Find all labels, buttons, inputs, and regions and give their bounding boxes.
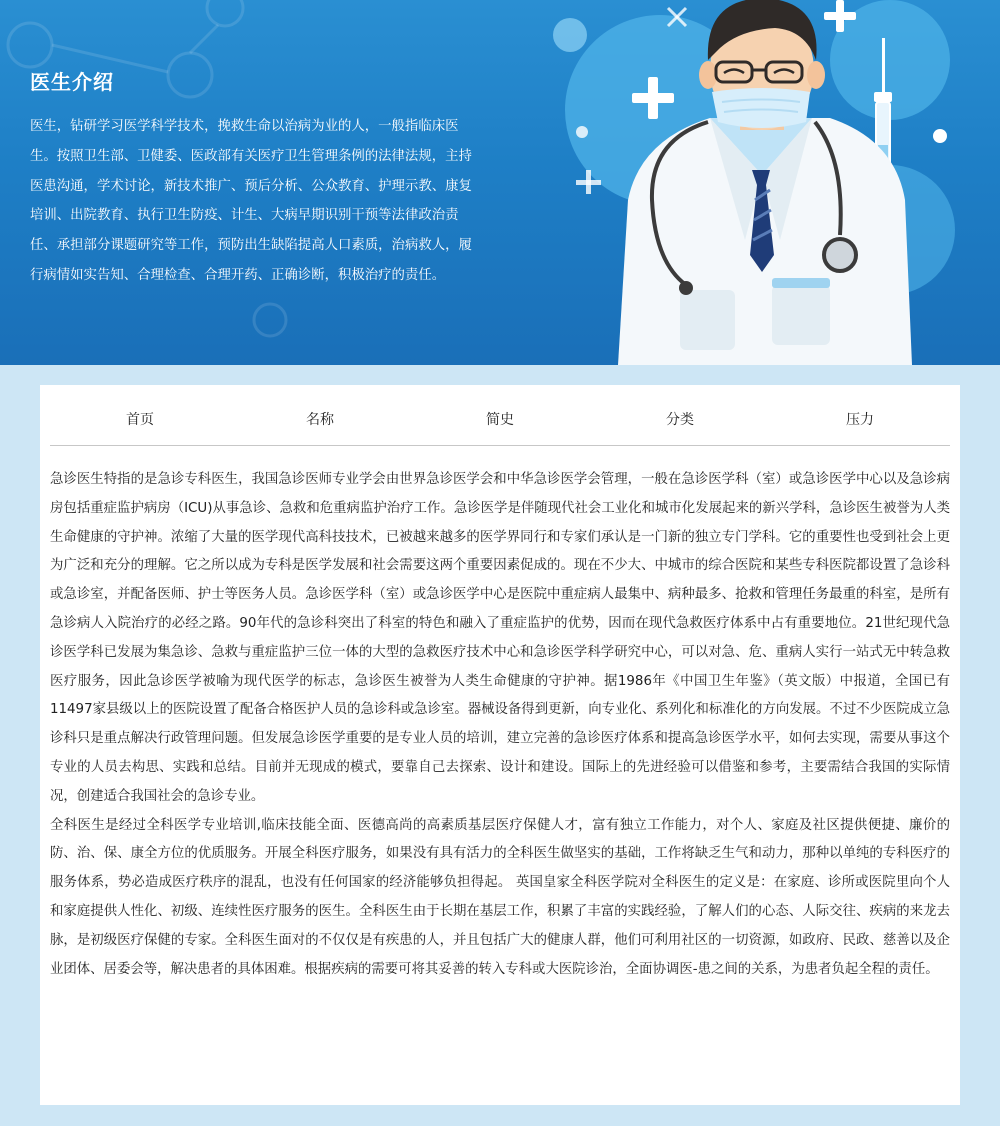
tab-home[interactable]: 首页 — [126, 412, 154, 428]
doctor-illustration — [500, 0, 1000, 365]
tab-history[interactable]: 简史 — [486, 412, 514, 428]
article-body — [50, 466, 950, 984]
hero-description: 医生，钻研学习医学科学技术，挽救生命以治病为业的人，一般指临床医生。按照卫生部、卫健委、医政部有关医疗卫生管理条例的法律法规，主持医患沟通，学术讨论，新技术推广、预后分析、公众教育、护理示教、康复培训、出院教育、执行卫生防疫、计生、大病早期识别干预等法律政治责任、承担部分课题研究等工作，预防出生缺陷提高人口素质，治病救人，履行病情如实告知、合理检查、合理开药、正确诊断，积极治疗的责任。 — [30, 119, 472, 283]
nav-tabs — [50, 385, 950, 446]
tab-name[interactable]: 名称 — [306, 412, 334, 428]
content-card — [40, 385, 960, 1105]
hero-banner — [0, 0, 1000, 365]
tab-pressure[interactable]: 压力 — [846, 412, 874, 428]
tab-category[interactable]: 分类 — [666, 412, 694, 428]
paragraph-general-practitioner: 全科医生是经过全科医学专业培训,临床技能全面、医德高尚的高素质基层医疗保健人才，富有独立工作能力，对个人、家庭及社区提供便捷、廉价的防、治、保、康全方位的优质服务。开展全科医疗服务，如果没有具有活力的全科医生做坚实的基础，工作将缺乏生气和动力，那种以单纯的专科医疗的服务体系，势必造成医疗秩序的混乱，也没有任何国家的经济能够负担得起。 英国皇家全科医学院对全科医生的定义是：在家庭、诊所或医院里向个人和家庭提供人性化、初级、连续性医疗服务的医生。全科医生由于长期在基层工作，积累了丰富的实践经验，了解人们的心态、人际交往、疾病的来龙去脉，是初级医疗保健的专家。全科医生面对的不仅仅是有疾患的人，并且包括广大的健康人群，他们可利用社区的一切资源，如政府、民政、慈善以及企业团体、居委会等，解决患者的具体困难。根据疾病的需要可将其妥善的转入专科或大医院诊治，全面协调医-患之间的关系，为患者负起全程的责任。 — [50, 817, 950, 977]
paragraph-emergency-doctor: 急诊医生特指的是急诊专科医生，我国急诊医师专业学会由世界急诊医学会和中华急诊医学会管理，一般在急诊医学科（室）或急诊医学中心以及急诊病房包括重症监护病房（ICU)从事急诊、急救和危重病监护治疗工作。急诊医学是伴随现代社会工业化和城市化发展起来的新兴学科，急诊医生被誉为人类生命健康的守护神。浓缩了大量的医学现代高科技技术，已被越来越多的医学界同行和专家们承认是一门新的独立专门学科。它的重要性也受到社会上更为广泛和充分的理解。它之所以成为专科是医学发展和社会需要这两个重要因素促成的。现在不少大、中城市的综合医院和某些专科医院都设置了急诊科或急诊室，并配备医师、护士等医务人员。急诊医学科（室）或急诊医学中心是医院中重症病人最集中、病种最多、抢救和管理任务最重的科室，是所有急诊病人入院治疗的必经之路。90年代的急诊科突出了科室的特色和融入了重症监护的优势，因而在现代急救医疗体系中占有重要地位。21世纪现代急诊医学科已发展为集急诊、急救与重症监护三位一体的大型的急救医疗技术中心和急诊医学科学研究中心，可以对急、危、重病人实行一站式无中转急救医疗服务，因此急诊医学被喻为现代医学的标志，急诊医生被誉为人类生命健康的守护神。据1986年《中国卫生年鉴》（英文版）中报道，全国已有11497家县级以上的医院设置了配备合格医护人员的急诊科或急诊室。器械设备得到更新，向专业化、系列化和标准化的方向发展。不过不少医院成立急诊科只是重点解决行政管理问题。但发展急诊医学重要的是专业人员的培训，建立完善的急诊医疗体系和提高急诊医学水平，如何去实现，需要从事这个专业的人员去构思、实践和总结。目前并无现成的模式，要靠自己去探索、设计和建设。国际上的先进经验可以借鉴和参考，主要需结合我国的实际情况，创建适合我国社会的急诊专业。 — [50, 472, 950, 804]
page-title: 医生介绍 — [30, 70, 114, 94]
